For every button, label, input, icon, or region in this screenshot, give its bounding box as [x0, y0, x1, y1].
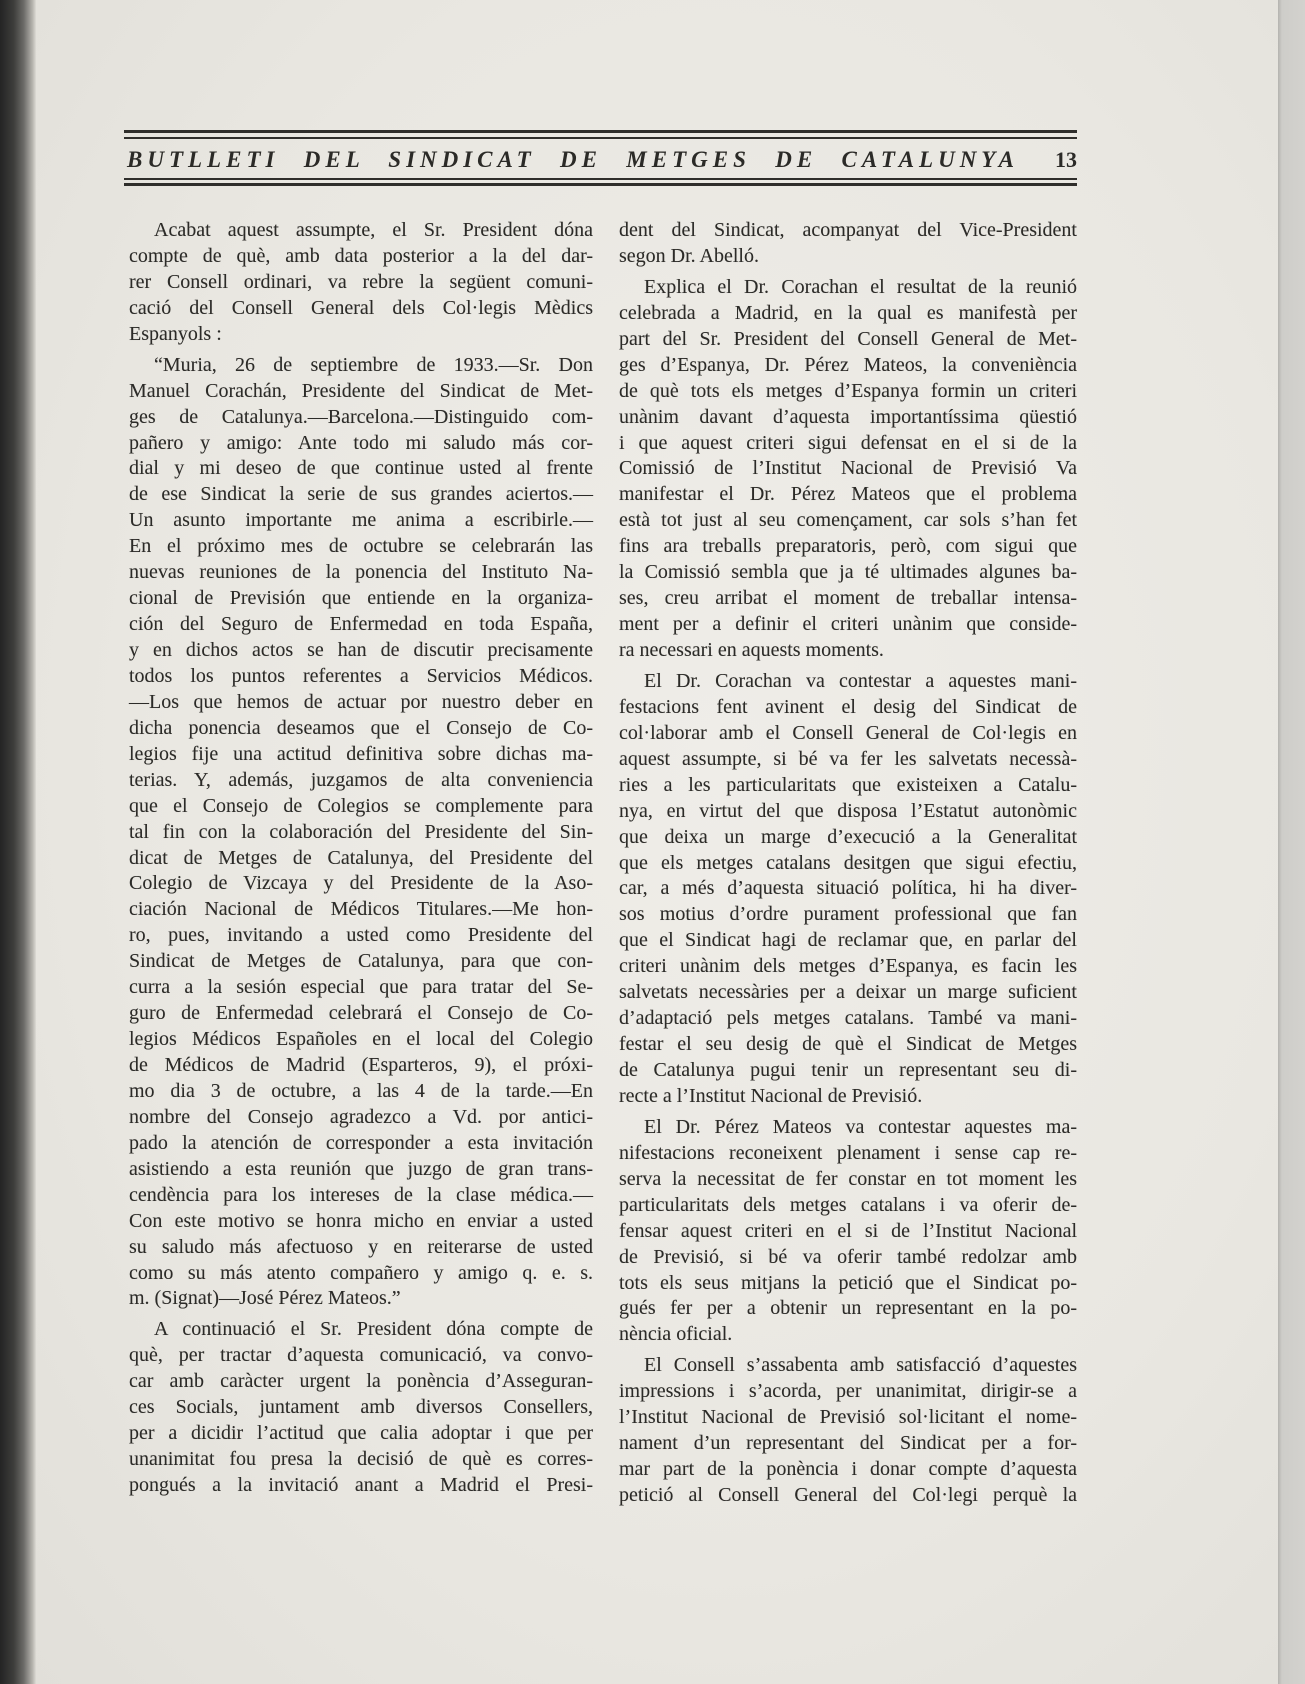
text-line: El Dr. Pérez Mateos va contestar aquestes ma- — [644, 1115, 1077, 1138]
journal-title: BUTLLETI DEL SINDICAT DE METGES DE CATALUNYA — [127, 147, 1019, 172]
text-line: tots els seus mitjans la petició que el Sindicat po- — [619, 1271, 1077, 1294]
text-line: —Los que hemos de actuar por nuestro deber en — [129, 690, 593, 713]
text-line: ción del Seguro de Enfermedad en toda España, — [129, 613, 593, 636]
text-line: nya, en virtut del que disposa l’Estatut autonòmic — [619, 799, 1077, 822]
text-line: cendència para los intereses de la clase médica.— — [129, 1183, 593, 1206]
text-line: per a dicidir l’actitud que calia adoptar i que per — [129, 1422, 593, 1445]
text-line: terias. Y, además, juzgamos de alta conveniencia — [129, 768, 593, 791]
text-line: dent del Sindicat, acompanyat del Vice-President — [619, 219, 1077, 241]
text-line: serva la necessitat de fer constar en tot moment les — [619, 1167, 1077, 1190]
text-line: El Dr. Corachan va contestar a aquestes mani- — [644, 669, 1077, 692]
text-line: de què tots els metges d’Espanya formin un criteri — [619, 379, 1077, 402]
text-line: l’Institut Nacional de Previsió sol·licitant el nome- — [619, 1406, 1077, 1429]
text-line: “Muria, 26 de septiembre de 1933.—Sr. Don — [154, 353, 593, 376]
paragraph — [619, 1115, 1077, 1348]
text-line: cional de Previsión que entiende en la organiza- — [129, 587, 593, 610]
text-line: que els metges catalans desitgen que sigui efectiu, — [619, 851, 1077, 874]
text-line: està tot just al seu començament, car sols s’han fet — [619, 509, 1077, 532]
page-edge — [1278, 0, 1305, 1684]
text-line: dicha ponencia deseamos que el Consejo de Co- — [129, 716, 593, 739]
text-line: de Médicos de Madrid (Esparteros, 9), el próxi- — [129, 1054, 593, 1076]
text-line: El Consell s’assabenta amb satisfacció d’aquestes — [644, 1354, 1077, 1377]
text-line: nifestacions reconeixent plenament i sense cap re- — [619, 1141, 1077, 1164]
paragraph — [619, 669, 1077, 1110]
text-line: manifestar el Dr. Pérez Mateos que el problema — [619, 483, 1077, 506]
text-line: ro, pues, invitando a usted como Presidente del — [129, 924, 593, 947]
header-rule — [124, 130, 1077, 133]
text-line: recte a l’Institut Nacional de Previsió. — [619, 1084, 923, 1107]
text-line: i que aquest criteri sigui defensat en el si de la — [619, 431, 1077, 454]
text-line: car amb caràcter urgent la ponència d’Asseguran- — [129, 1370, 593, 1393]
text-line: salvetats necessàries per a deixar un marge suficient — [619, 981, 1077, 1004]
text-line: m. (Signat)—José Pérez Mateos.” — [129, 1287, 401, 1310]
text-line: pañero y amigo: Ante todo mi saludo más cor- — [129, 431, 593, 454]
text-line: criteri unànim dels metges d’Espanya, es facin les — [619, 955, 1077, 978]
text-line: nència oficial. — [619, 1323, 733, 1346]
text-line: què, per tractar d’aquesta comunicació, va convo- — [129, 1344, 593, 1367]
text-line: Con este motivo se honra micho en enviar a usted — [129, 1209, 593, 1232]
text-line: ra necessari en aquests moments. — [619, 639, 884, 661]
text-line: curra a la sesión especial que para tratar del Se- — [129, 976, 593, 999]
header-rule — [124, 178, 1077, 180]
text-line: ses, creu arribat el moment de treballar intensa- — [619, 587, 1077, 610]
text-line: y en dichos actos se han de discutir precisamente — [129, 639, 593, 661]
text-line: impressions i s’acorda, per unanimitat, dirigir-se a — [619, 1380, 1077, 1403]
text-line: petició al Consell General del Col·legi perquè la — [619, 1484, 1077, 1506]
page-number: 13 — [1055, 147, 1077, 172]
left-column — [129, 218, 593, 1499]
text-line: rer Consell ordinari, va rebre la següent comuni- — [129, 270, 593, 293]
text-line: d’adaptació pels metges catalans. També va mani- — [619, 1007, 1077, 1030]
paragraph — [129, 218, 593, 348]
text-line: Espanyols : — [129, 322, 222, 345]
text-line: pado la atención de corresponder a esta invitación — [129, 1131, 593, 1154]
right-column — [619, 218, 1077, 1509]
text-line: ces Socials, juntament amb diversos Consellers, — [129, 1396, 593, 1419]
text-line: pongués a la invitació anant a Madrid el Presi- — [129, 1474, 593, 1496]
header-rule — [124, 183, 1077, 186]
text-line: Acabat aquest assumpte, el Sr. President dóna — [154, 219, 593, 241]
text-line: part del Sr. President del Consell General de Met- — [619, 327, 1077, 350]
text-line: su saludo más afectuoso y en reiterarse de usted — [129, 1235, 593, 1258]
text-line: festacions fent avinent el desig del Sindicat de — [619, 695, 1077, 718]
paragraph — [129, 353, 593, 1313]
text-line: legios fije una actitud definitiva sobre dichas ma- — [129, 742, 593, 765]
text-line: todos los puntos referentes a Servicios Médicos. — [129, 664, 593, 687]
paragraph — [619, 218, 1077, 270]
text-line: de ese Sindicat la serie de sus grandes aciertos.— — [129, 483, 593, 506]
text-line: de Catalunya pugui tenir un representant seu di- — [619, 1059, 1077, 1081]
text-line: legios Médicos Españoles en el local del Colegio — [129, 1028, 593, 1051]
text-line: Comissió de l’Institut Nacional de Previsió Va — [619, 457, 1077, 480]
text-line: asistiendo a esta reunión que juzgo de gran trans- — [129, 1157, 593, 1180]
text-line: Explica el Dr. Corachan el resultat de la reunió — [644, 275, 1077, 298]
text-line: ries a les particularitats que existeixen a Catalu- — [619, 773, 1077, 796]
text-line: mar part de la ponència i donar compte d’aquesta — [619, 1458, 1077, 1481]
text-line: sos motius d’ordre purament professional que fan — [619, 903, 1077, 926]
text-line: A continuació el Sr. President dóna compte de — [154, 1318, 593, 1341]
text-line: mo dia 3 de octubre, a las 4 de la tarde.—En — [129, 1079, 593, 1102]
text-line: Un asunto importante me anima a escribirle.— — [129, 509, 593, 532]
text-line: de Previsió, si bé va oferir també redolzar amb — [619, 1245, 1077, 1268]
text-line: ges d’Espanya, Dr. Pérez Mateos, la conveniència — [619, 353, 1077, 376]
text-line: fins ara treballs preparatoris, però, com sigui que — [619, 535, 1077, 558]
paragraph — [619, 275, 1077, 664]
text-line: nament d’un representant del Sindicat per a for- — [619, 1432, 1077, 1455]
header-rule — [124, 137, 1077, 139]
text-line: unànim davant d’aquesta importantíssima qüestió — [619, 405, 1077, 428]
text-line: Manuel Corachán, Presidente del Sindicat de Met- — [129, 379, 593, 402]
text-line: segon Dr. Abelló. — [619, 244, 759, 267]
text-line: nuevas reuniones de la ponencia del Instituto Na- — [129, 561, 593, 584]
text-line: guro de Enfermedad celebrará el Consejo de Co- — [129, 1002, 593, 1025]
text-line: car, a més d’aquesta situació política, hi ha diver- — [619, 877, 1077, 900]
text-line: ment per a definir el criteri unànim que conside- — [619, 613, 1077, 636]
text-line: la Comissió sembla que ja té ultimades algunes ba- — [619, 561, 1077, 584]
book-binding-shadow — [0, 0, 36, 1684]
text-line: dial y mi deseo de que continue usted al frente — [129, 457, 593, 480]
text-line: En el próximo mes de octubre se celebrarán las — [129, 535, 593, 558]
text-line: compte de què, amb data posterior a la del dar- — [129, 244, 593, 267]
text-line: celebrada a Madrid, en la qual es manifestà per — [619, 301, 1077, 324]
text-line: que deixa un marge d’execució a la Generalitat — [619, 825, 1077, 848]
text-line: que el Sindicat hagi de reclamar que, en parlar del — [619, 929, 1077, 952]
text-line: nombre del Consejo agradezco a Vd. por antici- — [129, 1105, 593, 1128]
paragraph — [129, 1317, 593, 1499]
text-line: fensar aquest criteri en el si de l’Institut Nacional — [619, 1219, 1077, 1242]
text-line: Colegio de Vizcaya y del Presidente de la Aso- — [129, 872, 593, 895]
text-line: dicat de Metges de Catalunya, del Presidente del — [129, 846, 593, 869]
text-line: unanimitat fou presa la decisió de què es corres- — [129, 1448, 593, 1471]
text-line: aquest assumpte, si bé va fer les salvetats necessà- — [619, 747, 1077, 770]
text-line: ges de Catalunya.—Barcelona.—Distinguido com- — [129, 405, 593, 428]
text-line: ciación Nacional de Médicos Titulares.—Me hon- — [129, 898, 593, 921]
text-line: Sindicat de Metges de Catalunya, para que con- — [129, 950, 593, 973]
text-line: festar el seu desig de què el Sindicat de Metges — [619, 1033, 1077, 1056]
text-line: que el Consejo de Colegios se complemente para — [129, 794, 593, 817]
text-line: como su más atento compañero y amigo q. e. s. — [129, 1261, 593, 1284]
text-line: cació del Consell General dels Col·legis Mèdics — [129, 296, 593, 319]
text-line: tal fin con la colaboración del Presidente del Sin- — [129, 820, 593, 843]
paragraph — [619, 1353, 1077, 1509]
text-line: col·laborar amb el Consell General de Col·legis en — [619, 721, 1077, 744]
text-line: particularitats dels metges catalans i va oferir de- — [619, 1193, 1077, 1216]
text-line: gués fer per a obtenir un representant en la po- — [619, 1297, 1077, 1320]
